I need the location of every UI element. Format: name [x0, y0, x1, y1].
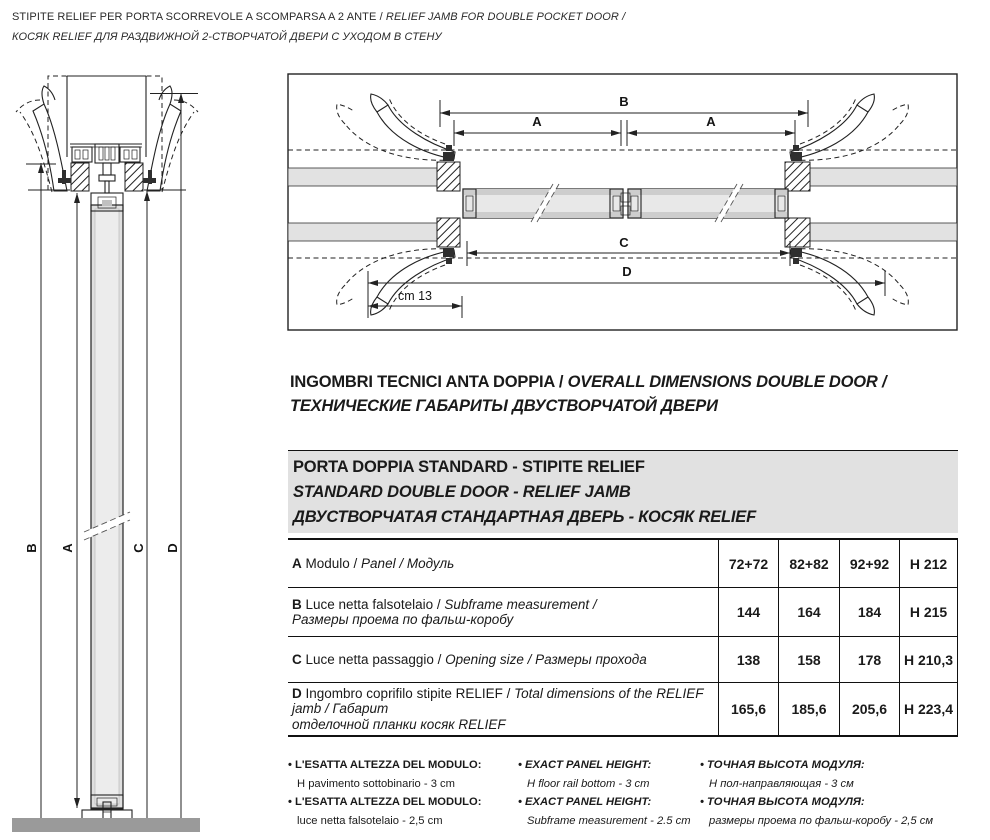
- cell-value: 185,6: [778, 683, 839, 735]
- footnote-detail: luce netta falsotelaio - 2,5 cm: [297, 814, 443, 827]
- cell-value: H 215: [899, 588, 958, 636]
- footnote-heading: • ТОЧНАЯ ВЫСОТА МОДУЛЯ:: [700, 756, 984, 775]
- cell-value: 144: [718, 588, 778, 636]
- cell-value: 82+82: [778, 540, 839, 587]
- dim-label-d: D: [622, 264, 632, 279]
- floor-slab: [12, 818, 200, 832]
- cell-value: H 212: [899, 540, 958, 587]
- section-title-en: OVERALL DIMENSIONS DOUBLE DOOR /: [567, 373, 887, 391]
- dimensions-table: [288, 538, 958, 737]
- footnote-heading: • L'ESATTA ALTEZZA DEL MODULO:: [288, 756, 518, 775]
- footnote-heading: • L'ESATTA ALTEZZA DEL MODULO:: [288, 793, 518, 812]
- cell-value: 138: [718, 637, 778, 682]
- footnote-detail: H pavimento sottobinario - 3 cm: [297, 777, 455, 790]
- cell-value: H 210,3: [899, 637, 958, 682]
- row-label: A Modulo / Panel / Модуль: [292, 555, 455, 571]
- dim-label-cm13: cm 13: [397, 289, 433, 303]
- table-title-ru: ДВУСТВОРЧАТАЯ СТАНДАРТНАЯ ДВЕРЬ - КОСЯК RELIEF: [293, 508, 756, 526]
- jamb-section-right: [125, 163, 143, 191]
- table-row: [288, 636, 958, 682]
- footnote-column-it: [288, 756, 518, 830]
- cell-value: 184: [839, 588, 899, 636]
- cell-value: 165,6: [718, 683, 778, 735]
- header-title-en: RELIEF JAMB FOR DOUBLE POCKET DOOR /: [385, 11, 626, 23]
- cell-value: 205,6: [839, 683, 899, 735]
- section-title: [290, 370, 886, 418]
- cell-value: 158: [778, 637, 839, 682]
- footnote-heading: • EXACT PANEL HEIGHT:: [518, 793, 704, 812]
- table-title-box: [288, 450, 958, 533]
- dim-label-c: C: [619, 235, 629, 250]
- dim-label-b: B: [619, 94, 629, 109]
- row-label: D Ingombro coprifilo stipite RELIEF / Total dimensions of the RELIEF jamb / Габарит отделочной планки косяк RELIEF: [292, 685, 704, 732]
- vertical-section-drawing: [0, 60, 250, 840]
- table-row: [288, 682, 958, 735]
- footnote-heading: • ТОЧНАЯ ВЫСОТА МОДУЛЯ:: [700, 793, 984, 812]
- table-row: [288, 587, 958, 636]
- cell-value: 92+92: [839, 540, 899, 587]
- page-header: [12, 7, 625, 47]
- cell-value: 164: [778, 588, 839, 636]
- dim-label-a-right: A: [706, 114, 716, 129]
- footnote-detail: Subframe measurement - 2.5 cm: [527, 814, 691, 827]
- footnote-detail: H floor rail bottom - 3 cm: [527, 777, 650, 790]
- table-row: [288, 540, 958, 587]
- footnote-detail: Н пол-направляющая - 3 см: [709, 777, 854, 790]
- dim-label-a-left: A: [532, 114, 542, 129]
- section-title-line-1: [290, 370, 886, 394]
- relief-trim-right: [143, 86, 198, 192]
- door-panel-section: [82, 193, 132, 819]
- row-label: B Luce netta falsotelaio / Subframe measurement / Размеры проема по фальш-коробу: [292, 596, 597, 627]
- table-title-it: PORTA DOPPIA STANDARD - STIPITE RELIEF: [293, 458, 645, 476]
- footnote-detail: размеры проема по фальш-коробу - 2,5 см: [709, 814, 934, 827]
- header-title-it: STIPITE RELIEF PER PORTA SCORREVOLE A SCOMPARSA A 2 ANTE /: [12, 11, 386, 23]
- plan-section-drawing: [285, 60, 990, 340]
- relief-trim-left: [16, 86, 71, 192]
- row-label: C Luce netta passaggio / Opening size / Размеры прохода: [292, 651, 647, 667]
- header-line-1: [12, 7, 625, 27]
- jamb-section-left: [71, 163, 89, 191]
- section-title-it: INGOMBRI TECNICI ANTA DOPPIA /: [290, 373, 568, 391]
- dim-label-b: B: [24, 543, 39, 553]
- section-title-ru: ТЕХНИЧЕСКИЕ ГАБАРИТЫ ДВУСТВОРЧАТОЙ ДВЕРИ: [290, 397, 718, 415]
- table-title-en: STANDARD DOUBLE DOOR - RELIEF JAMB: [293, 483, 631, 501]
- cell-value: 178: [839, 637, 899, 682]
- dim-label-c: C: [131, 543, 146, 553]
- dim-label-a: A: [60, 543, 75, 553]
- cell-value: H 223,4: [899, 683, 958, 735]
- footnote-column-ru: [700, 756, 984, 830]
- footnote-column-en: [518, 756, 704, 830]
- dim-label-d: D: [165, 543, 180, 553]
- header-title-ru: КОСЯК RELIEF ДЛЯ РАЗДВИЖНОЙ 2-СТВОРЧАТОЙ ДВЕРИ С УХОДОМ В СТЕНУ: [12, 31, 442, 43]
- footnote-heading: • EXACT PANEL HEIGHT:: [518, 756, 704, 775]
- cell-value: 72+72: [718, 540, 778, 587]
